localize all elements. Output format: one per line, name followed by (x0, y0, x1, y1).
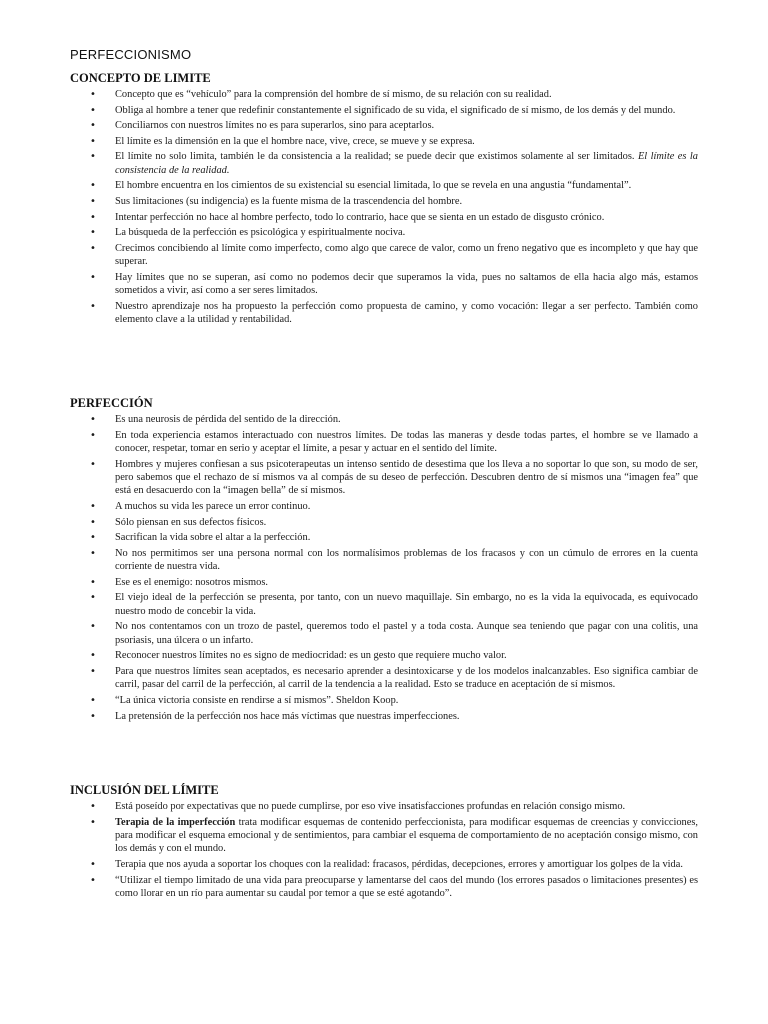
bullet-list (70, 800, 698, 900)
bullet-list (70, 413, 698, 723)
list-item: • No nos contentamos con un trozo de pastel, queremos todo el pastel y a toda costa. Aunque sea teniendo que pagar con una colitis, una psoriasis, una úlcera o un infarto. (70, 620, 698, 647)
list-item: • La pretensión de la perfección nos hace más víctimas que nuestras imperfecciones. (70, 710, 698, 723)
list-item: • El límite es la dimensión en la que el hombre nace, vive, crece, se mueve y se expresa. (70, 135, 698, 148)
section-perfeccion (70, 396, 698, 725)
list-item: • Sólo piensan en sus defectos físicos. (70, 516, 698, 529)
list-item: • El viejo ideal de la perfección se presenta, por tanto, con un nuevo maquillaje. Sin embargo, no es la vida la equivocada, es equivocado nuestro modo de concebir la vida. (70, 591, 698, 618)
list-item (70, 816, 698, 856)
list-item: • Ese es el enemigo: nosotros mismos. (70, 576, 698, 589)
list-item: • Hombres y mujeres confiesan a sus psicoterapeutas un intenso sentido de desestima que los lleva a no soportar lo que son, su modo de ser, pero sabemos que el rechazo de sí mismos va al compás de su deseo de perfección. Descubren dentro de sí mismos una “imagen fea” que está en desacuerdo con la “imagen bella” de sí mismos. (70, 458, 698, 498)
section-heading: CONCEPTO DE LIMITE (70, 71, 211, 85)
list-item: • Nuestro aprendizaje nos ha propuesto la perfección como propuesta de camino, y como vocación: llegar a ser perfecto. También como elemento clave a la utilidad y rentabilidad. (70, 300, 698, 327)
emphasis-text: El límite es la consistencia de la realidad. (115, 151, 698, 176)
list-item: • Sus limitaciones (su indigencia) es la fuente misma de la trascendencia del hombre. (70, 195, 698, 208)
section-heading: PERFECCIÓN (70, 396, 153, 410)
list-item: • “Utilizar el tiempo limitado de una vida para preocuparse y lamentarse del caos del mundo (los errores pasados o limitaciones presentes) es como llorar en un río para aumentar su caudal por temor a que se esté agotando”. (70, 874, 698, 901)
list-item: • Concepto que es “vehículo” para la comprensión del hombre de sí mismo, de su relación con su realidad. (70, 88, 698, 101)
list-item: • No nos permitimos ser una persona normal con los normalísimos problemas de los fracasos y con un cúmulo de errores en la cuenta corriente de nuestra vida. (70, 547, 698, 574)
section-concepto-de-limite (70, 71, 698, 329)
list-item: • Conciliarnos con nuestros límites no es para superarlos, sino para aceptarlos. (70, 119, 698, 132)
list-item: • A muchos su vida les parece un error continuo. (70, 500, 698, 513)
list-item: • “La única victoria consiste en rendirse a sí mismos”. Sheldon Koop. (70, 694, 698, 707)
list-item: • Hay límites que no se superan, así como no podemos decir que superamos la vida, pues no saltamos de ella hacia algo más, estamos sometidos a vivir, así como a ser seres limitados. (70, 271, 698, 298)
list-item: • Es una neurosis de pérdida del sentido de la dirección. (70, 413, 698, 426)
bold-term: Terapia de la imperfección (115, 816, 236, 828)
list-item: • Para que nuestros límites sean aceptados, es necesario aprender a desintoxicarse y de los modelos inalcanzables. Eso significa cambiar de carril, pasar del carril de la perfección, al carril de la tendencia a la realidad. Esto se traduce en aceptación de sí mismos. (70, 665, 698, 692)
list-item: • El hombre encuentra en los cimientos de su existencial su esencial limitada, lo que se revela en una angustia “fundamental”. (70, 179, 698, 192)
list-item: • Sacrifican la vida sobre el altar a la perfección. (70, 531, 698, 544)
list-item: • Intentar perfección no hace al hombre perfecto, todo lo contrario, hace que se sienta en un estado de disgusto crónico. (70, 211, 698, 224)
section-heading: INCLUSIÓN DEL LÍMITE (70, 783, 219, 797)
section-inclusion-del-limite (70, 783, 698, 903)
list-item: • Reconocer nuestros límites no es signo de mediocridad: es un gesto que requiere mucho valor. (70, 649, 698, 662)
item-text: El límite no solo limita, también le da consistencia a la realidad; se puede decir que existimos solamente al ser limitados. (115, 151, 638, 163)
list-item: • Obliga al hombre a tener que redefinir constantemente el significado de su vida, el significado de sí mismo, de los demás y del mundo. (70, 104, 698, 117)
bullet-list (70, 88, 698, 327)
list-item (70, 150, 698, 177)
list-item: • Crecimos concibiendo al límite como imperfecto, como algo que carece de valor, como un freno negativo que es incompleto y que hay que superar. (70, 242, 698, 269)
list-item: • Está poseído por expectativas que no puede cumplirse, por eso vive insatisfacciones profundas en relación consigo mismo. (70, 800, 698, 813)
list-item: • La búsqueda de la perfección es psicológica y espiritualmente nociva. (70, 226, 698, 239)
list-item: • Terapia que nos ayuda a soportar los choques con la realidad: fracasos, pérdidas, decepciones, errores y amortiguar los golpes de la vida. (70, 858, 698, 871)
list-item: • En toda experiencia estamos interactuado con nuestros límites. De todas las maneras y desde todas partes, el hombre se ve llamado a conocer, respetar, tomar en serio y aceptar el límite, a pesar y actuar en el sentido del límite. (70, 429, 698, 456)
document-title: PERFECCIONISMO (70, 47, 192, 62)
item-text: trata modificar esquemas de contenido perfeccionista, para modificar esquemas de creencias y convicciones, para modificar el esquema emocional y de sentimientos, para cambiar el esquema de comportamiento de no aceptación consigo mismo, con los demás y con el mundo. (115, 816, 698, 855)
